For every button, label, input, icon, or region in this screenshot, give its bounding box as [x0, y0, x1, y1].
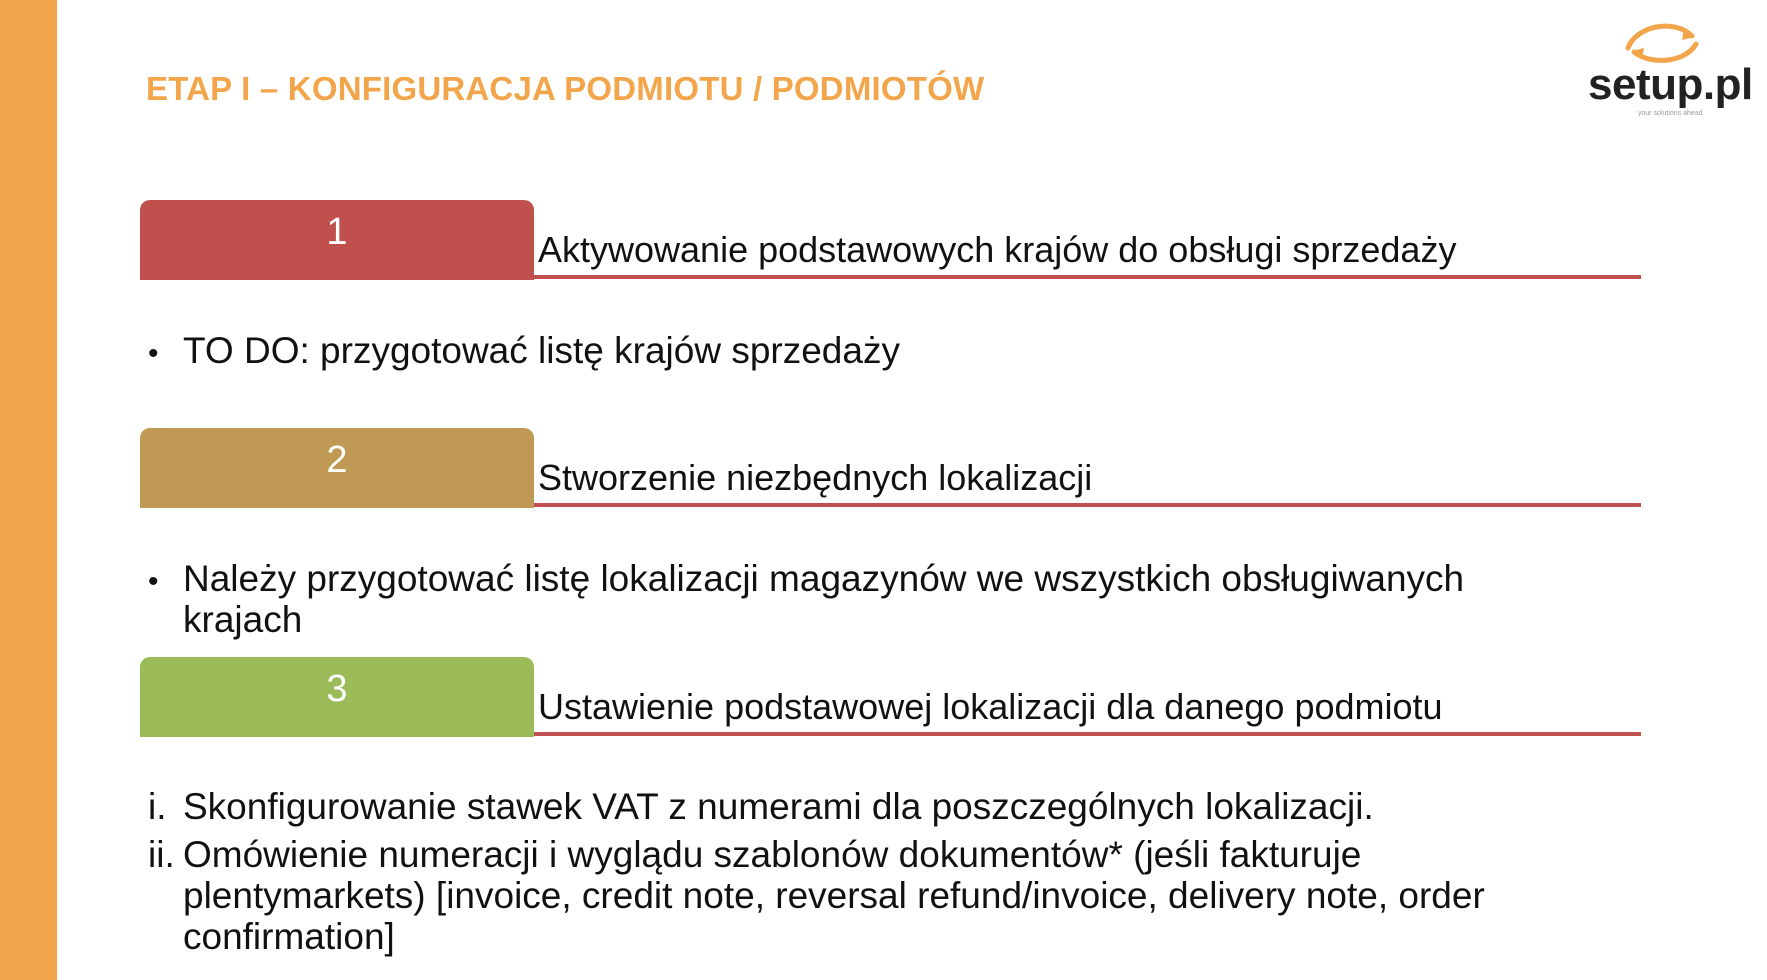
step-2-number: 2: [326, 439, 348, 481]
step-1-tab: [140, 200, 534, 280]
step-2-title: Stworzenie niezbędnych lokalizacji: [538, 457, 1093, 498]
bullet-dot: •: [148, 565, 159, 598]
step-2-bullet-line-2: krajach: [183, 599, 303, 640]
step-2-underline: [534, 503, 1641, 507]
list-item-ii-line-1: Omówienie numeracji i wyglądu szablonów dokumentów* (jeśli fakturuje: [183, 834, 1362, 875]
step-3-tab: [140, 657, 534, 737]
step-2-bullet-line-1: Należy przygotować listę lokalizacji magazynów we wszystkich obsługiwanych: [183, 558, 1465, 599]
step-3-underline: [534, 732, 1641, 736]
step-1-bullet: TO DO: przygotować listę krajów sprzedaży: [183, 330, 900, 371]
step-3-number: 3: [326, 668, 348, 710]
logo-text: setup.pl: [1588, 60, 1753, 109]
slide-title: ETAP I – KONFIGURACJA PODMIOTU / PODMIOTÓW: [146, 70, 985, 107]
left-accent-bar: [0, 0, 57, 980]
bullet-dot: •: [148, 337, 159, 370]
logo-swoosh-icon: [1622, 22, 1702, 64]
list-item-ii-line-2: plentymarkets) [invoice, credit note, reversal refund/invoice, delivery note, order: [183, 875, 1485, 916]
list-marker-i: i.: [148, 786, 167, 827]
list-item-ii-line-3: confirmation]: [183, 916, 395, 957]
step-2-tab: [140, 428, 534, 508]
step-3-title: Ustawienie podstawowej lokalizacji dla danego podmiotu: [538, 686, 1443, 727]
setup-logo: [1582, 22, 1753, 117]
step-1-number: 1: [326, 211, 348, 253]
logo-tagline: your solutions ahead: [1638, 110, 1703, 117]
list-marker-ii: ii.: [148, 834, 175, 875]
step-1-underline: [534, 275, 1641, 279]
list-item-i-line-1: Skonfigurowanie stawek VAT z numerami dla poszczególnych lokalizacji.: [183, 786, 1374, 827]
step-1-title: Aktywowanie podstawowych krajów do obsługi sprzedaży: [538, 229, 1457, 270]
